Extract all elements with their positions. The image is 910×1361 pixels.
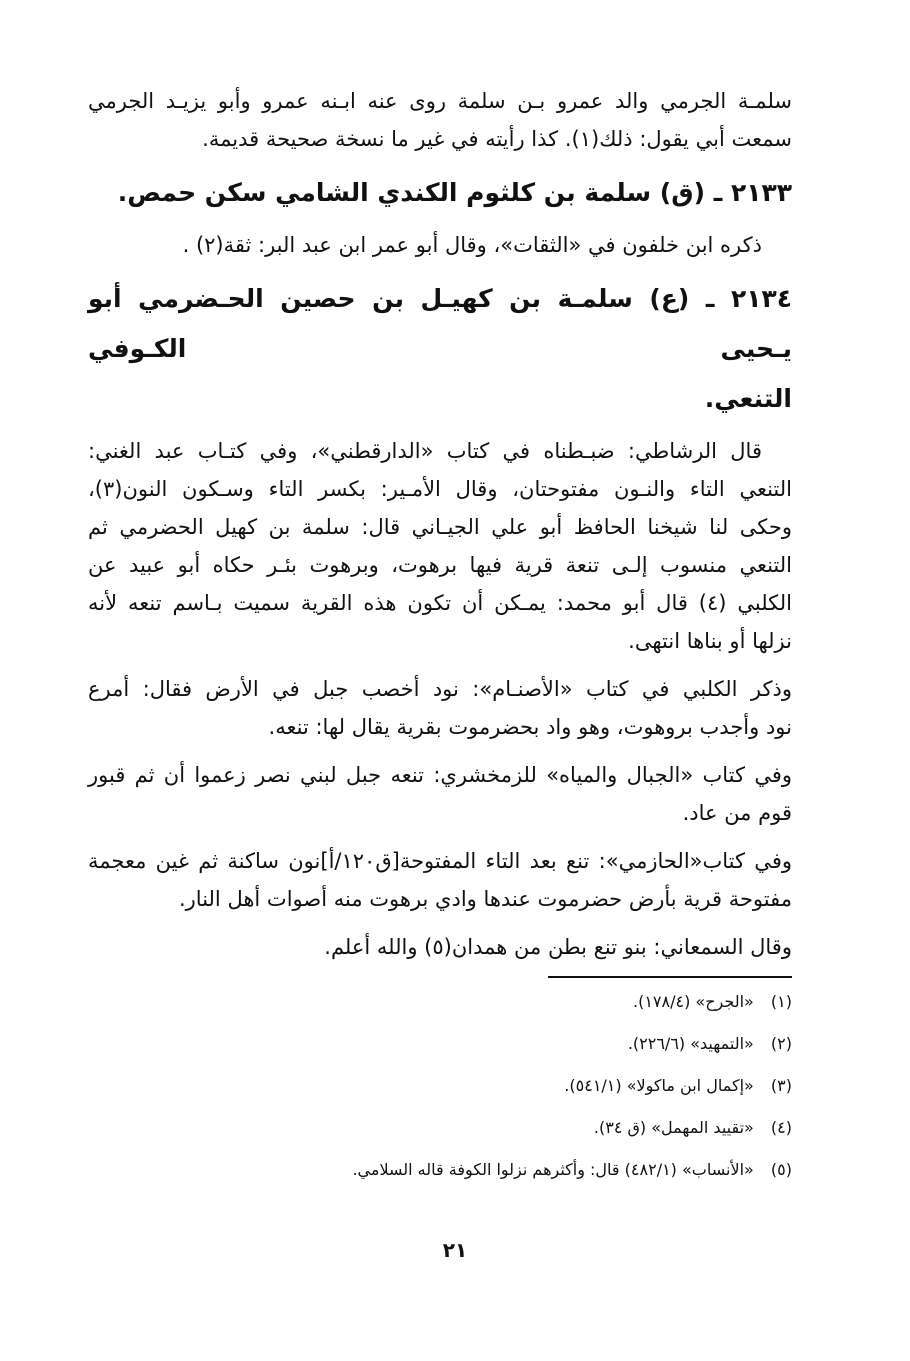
- text-line: نود وأجدب بروهوت، وهو واد بحضرموت بقرية يقال لها: تنعه.: [268, 715, 792, 739]
- entry-heading-2133: [88, 168, 792, 218]
- heading-line: ٢١٣٤ ـ (ع) سلمـة بن كهيـل بن حصين الحـضرمي أبو يـحيى الكـوفي: [88, 284, 792, 363]
- heading-line: التنعي.: [704, 384, 792, 413]
- text-line: نزلها أو بناها انتهى.: [628, 629, 792, 653]
- text-line: التنعي منسوب إلـى تنعة قرية فيها برهوت، وبرهوت بئـر حكاه أبو عبيد عن: [88, 553, 792, 577]
- entry-2134-paragraph: [88, 670, 792, 746]
- text-line: مفتوحة قرية بأرض حضرموت عندها وادي برهوت منه أصوات أهل النار.: [178, 887, 792, 911]
- footnote-number: (٤): [770, 1118, 792, 1137]
- footnote-text: «الأنساب» (٤٨٢/١) قال: وأكثرهم نزلوا الكوفة قاله السلامي.: [352, 1160, 754, 1179]
- entry-2133-text: [88, 226, 792, 264]
- entry-2134-paragraph: [88, 928, 792, 966]
- text-line: الكلبي (٤) قال أبو محمد: يمـكن أن تكون هذه القرية سميت بـاسم تنعه لأنه: [88, 591, 792, 615]
- footnote-item: [88, 992, 792, 1012]
- entry-2134-paragraph: [88, 842, 792, 918]
- text-line: وفي كتاب«الحازمي»: تنع بعد التاء المفتوحة[ق١٢٠/أ]نون ساكنة ثم غين معجمة: [88, 849, 792, 873]
- footnote-item: [88, 1118, 792, 1138]
- text-line: قوم من عاد.: [682, 801, 792, 825]
- footnote-item: [88, 1034, 792, 1054]
- footnote-number: (٥): [770, 1160, 792, 1179]
- text-line: وذكر الكلبي في كتاب «الأصنـام»: نود أخصب جبل في الأرض فقال: أمرع: [88, 677, 792, 701]
- footnote-number: (١): [770, 992, 792, 1011]
- footnote-item: [88, 1076, 792, 1096]
- text-line: قال الرشاطي: ضبـطناه في كتاب «الدارقطني»، وفي كتـاب عبد الغني:: [88, 439, 762, 463]
- text-line: وحكى لنا شيخنا الحافظ أبو علي الجيـاني قال: سلمة بن كهيل الحضرمي ثم: [88, 515, 792, 539]
- text-line: وقال السمعاني: بنو تنع بطن من همدان(٥) والله أعلم.: [324, 935, 792, 959]
- text-line: سلمـة الجرمي والد عمرو بـن سلمة روى عنه ابـنه عمرو وأبو يزيـد الجرمي: [88, 89, 792, 113]
- footnote-number: (٢): [770, 1034, 792, 1053]
- footnote-divider: [548, 976, 792, 978]
- heading-line: ٢١٣٣ ـ (ق) سلمة بن كلثوم الكندي الشامي سكن حمص.: [117, 178, 792, 207]
- entry-heading-2134: [88, 274, 792, 424]
- footnote-text: «إكمال ابن ماكولا» (٥٤١/١).: [564, 1076, 754, 1095]
- footnote-text: «الجرح» (١٧٨/٤).: [633, 992, 754, 1011]
- footnote-text: «تقييد المهمل» (ق ٣٤).: [593, 1118, 754, 1137]
- footnote-text: «التمهيد» (٢٢٦/٦).: [627, 1034, 754, 1053]
- paragraph-continuation: [88, 82, 792, 158]
- footnote-item: [88, 1160, 792, 1180]
- page-number: ٢١: [442, 1238, 468, 1262]
- entry-2134-paragraph: [88, 756, 792, 832]
- text-line: التنعي التاء والنـون مفتوحتان، وقال الأمـير: بكسر التاء وسـكون النون(٣)،: [88, 477, 792, 501]
- text-line: وفي كتاب «الجبال والمياه» للزمخشري: تنعه جبل لبني نصر زعموا أن ثم قبور: [88, 763, 792, 787]
- entry-2134-paragraph: [88, 432, 792, 660]
- footnotes: [88, 992, 792, 1180]
- text-line: سمعت أبي يقول: ذلك(١). كذا رأيته في غير ما نسخة صحيحة قديمة.: [202, 127, 792, 151]
- footnote-number: (٣): [770, 1076, 792, 1095]
- text-line: ذكره ابن خلفون في «الثقات»، وقال أبو عمر ابن عبد البر: ثقة(٢) .: [182, 233, 762, 257]
